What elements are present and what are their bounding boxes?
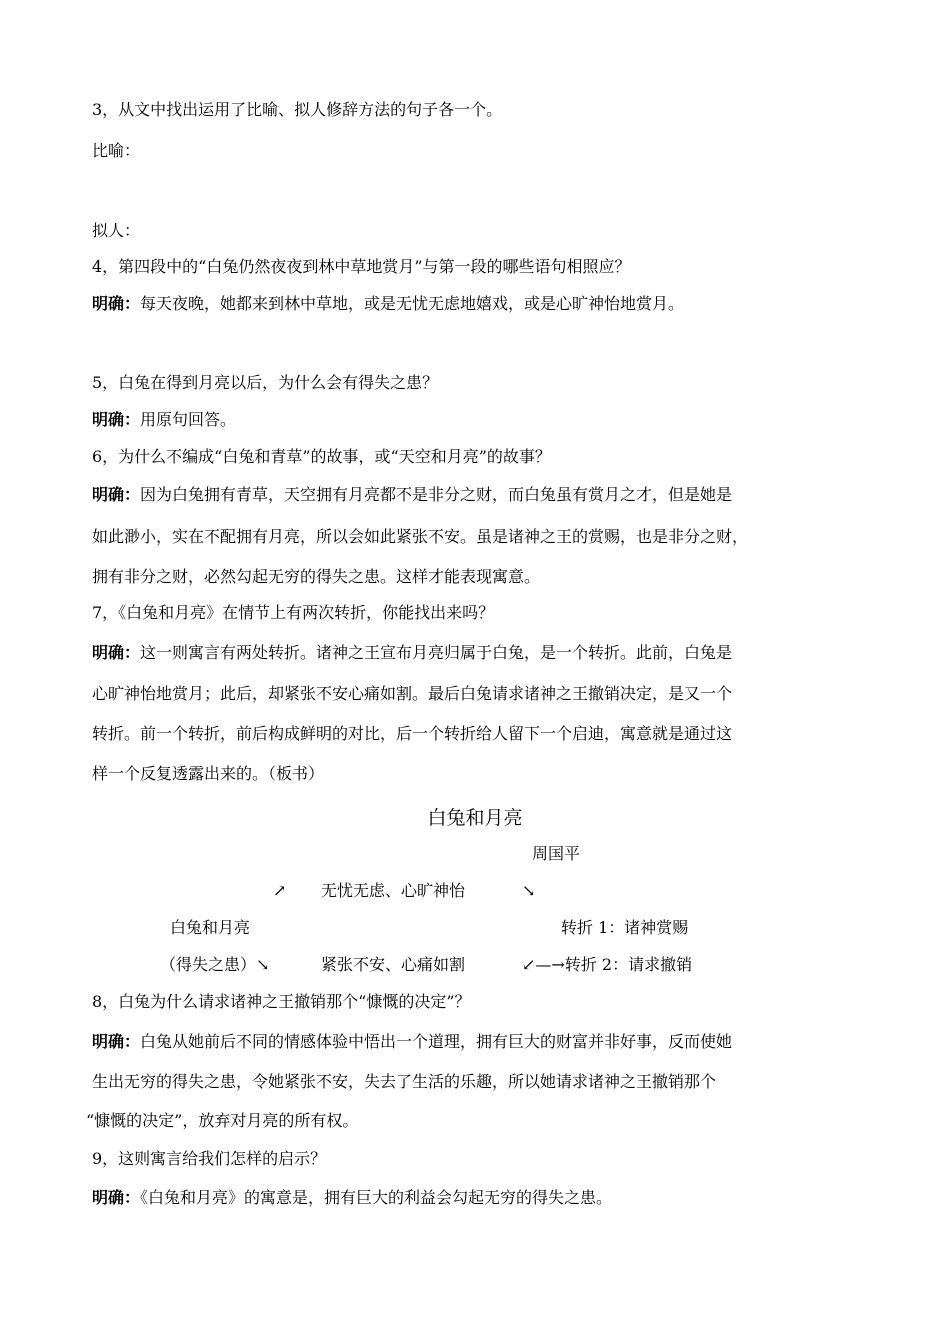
question-5: 5，白兔在得到月亮以后，为什么会有得失之患？: [92, 373, 439, 392]
question-4: 4，第四段中的“白兔仍然夜夜到林中草地赏月”与第一段的哪些语句相照应？: [92, 257, 631, 276]
question-8: 8，白兔为什么请求诸神之王撤销那个“慷慨的决定”？: [92, 992, 471, 1011]
question-7: 7，《白兔和月亮》在情节上有两次转折，你能找出来吗？: [92, 603, 495, 622]
board-title: 白兔和月亮: [427, 807, 523, 829]
board-state-2: 紧张不安、心痛如割: [321, 955, 466, 974]
question-9: 9，这则寓言给我们怎样的启示？: [92, 1149, 327, 1168]
board-author: 周国平: [532, 844, 581, 863]
board-turn-2: ↙—→转折 2：请求撤销: [522, 955, 693, 974]
arrow-down-icon: ↘: [522, 881, 536, 900]
answer-8-line-2: 生出无穷的得失之患，令她紧张不安，失去了生活的乐趣，所以她请求诸神之王撤销那个: [92, 1072, 717, 1091]
question-3: 3，从文中找出运用了比喻、拟人修辞方法的句子各一个。: [92, 100, 503, 119]
answer-7-line-4: 样一个反复透露出来的。（板书）: [92, 764, 325, 783]
answer-text: 因为白兔拥有青草，天空拥有月亮都不是非分之财，而白兔虽有赏月之才，但是她是: [140, 485, 733, 504]
answer-text: 这一则寓言有两处转折。诸神之王宣布月亮归属于白兔，是一个转折。此前，白兔是: [140, 643, 733, 662]
board-state-1: 无忧无虑、心旷神怡: [321, 881, 466, 900]
answer-7-line-1: [92, 642, 732, 664]
answer-label: 明确：: [92, 294, 141, 313]
answer-label: 明确：: [92, 1032, 141, 1051]
answer-6-line-3: 拥有非分之财，必然勾起无穷的得失之患。这样才能表现寓意。: [92, 567, 541, 586]
answer-label: 明确：: [92, 485, 141, 504]
answer-text: 白兔从她前后不同的情感体验中悟出一个道理，拥有巨大的财富并非好事，反而使她: [140, 1032, 733, 1051]
board-left-1: 白兔和月亮: [170, 918, 251, 937]
board-turn-1: 转折 1：诸神赏赐: [561, 918, 689, 937]
answer-4: [92, 293, 684, 315]
answer-6-line-2: 如此渺小，实在不配拥有月亮，所以会如此紧张不安。虽是诸神之王的赏赐，也是非分之财，: [92, 527, 749, 546]
answer-label: 明确：: [92, 410, 141, 429]
arrow-up-icon: ↗: [273, 881, 287, 900]
personification-label: 拟人：: [92, 221, 141, 240]
answer-6-line-1: [92, 484, 732, 506]
answer-text: 用原句回答。: [140, 410, 237, 429]
answer-7-line-3: 转折。前一个转折，前后构成鲜明的对比，后一个转折给人留下一个启迪，寓意就是通过这: [92, 724, 733, 743]
question-6: 6，为什么不编成“白兔和青草”的故事，或“天空和月亮”的故事？: [92, 447, 551, 466]
answer-7-line-2: 心旷神怡地赏月；此后，却紧张不安心痛如割。最后白兔请求诸神之王撤销决定，是又一个: [92, 684, 733, 703]
answer-label: 明确：: [92, 1188, 141, 1207]
answer-text: 《白兔和月亮》的寓意是，拥有巨大的利益会勾起无穷的得失之患。: [140, 1188, 613, 1207]
answer-8-line-3: “慷慨的决定”，放弃对月亮的所有权。: [86, 1111, 359, 1130]
answer-text: 每天夜晚，她都来到林中草地，或是无忧无虑地嬉戏，或是心旷神怡地赏月。: [140, 294, 685, 313]
board-left-2: （得失之患）↘: [160, 955, 270, 974]
answer-label: 明确：: [92, 643, 141, 662]
answer-9: [92, 1187, 612, 1209]
answer-5: [92, 409, 236, 431]
answer-8-line-1: [92, 1031, 732, 1053]
metaphor-label: 比喻：: [92, 141, 141, 160]
